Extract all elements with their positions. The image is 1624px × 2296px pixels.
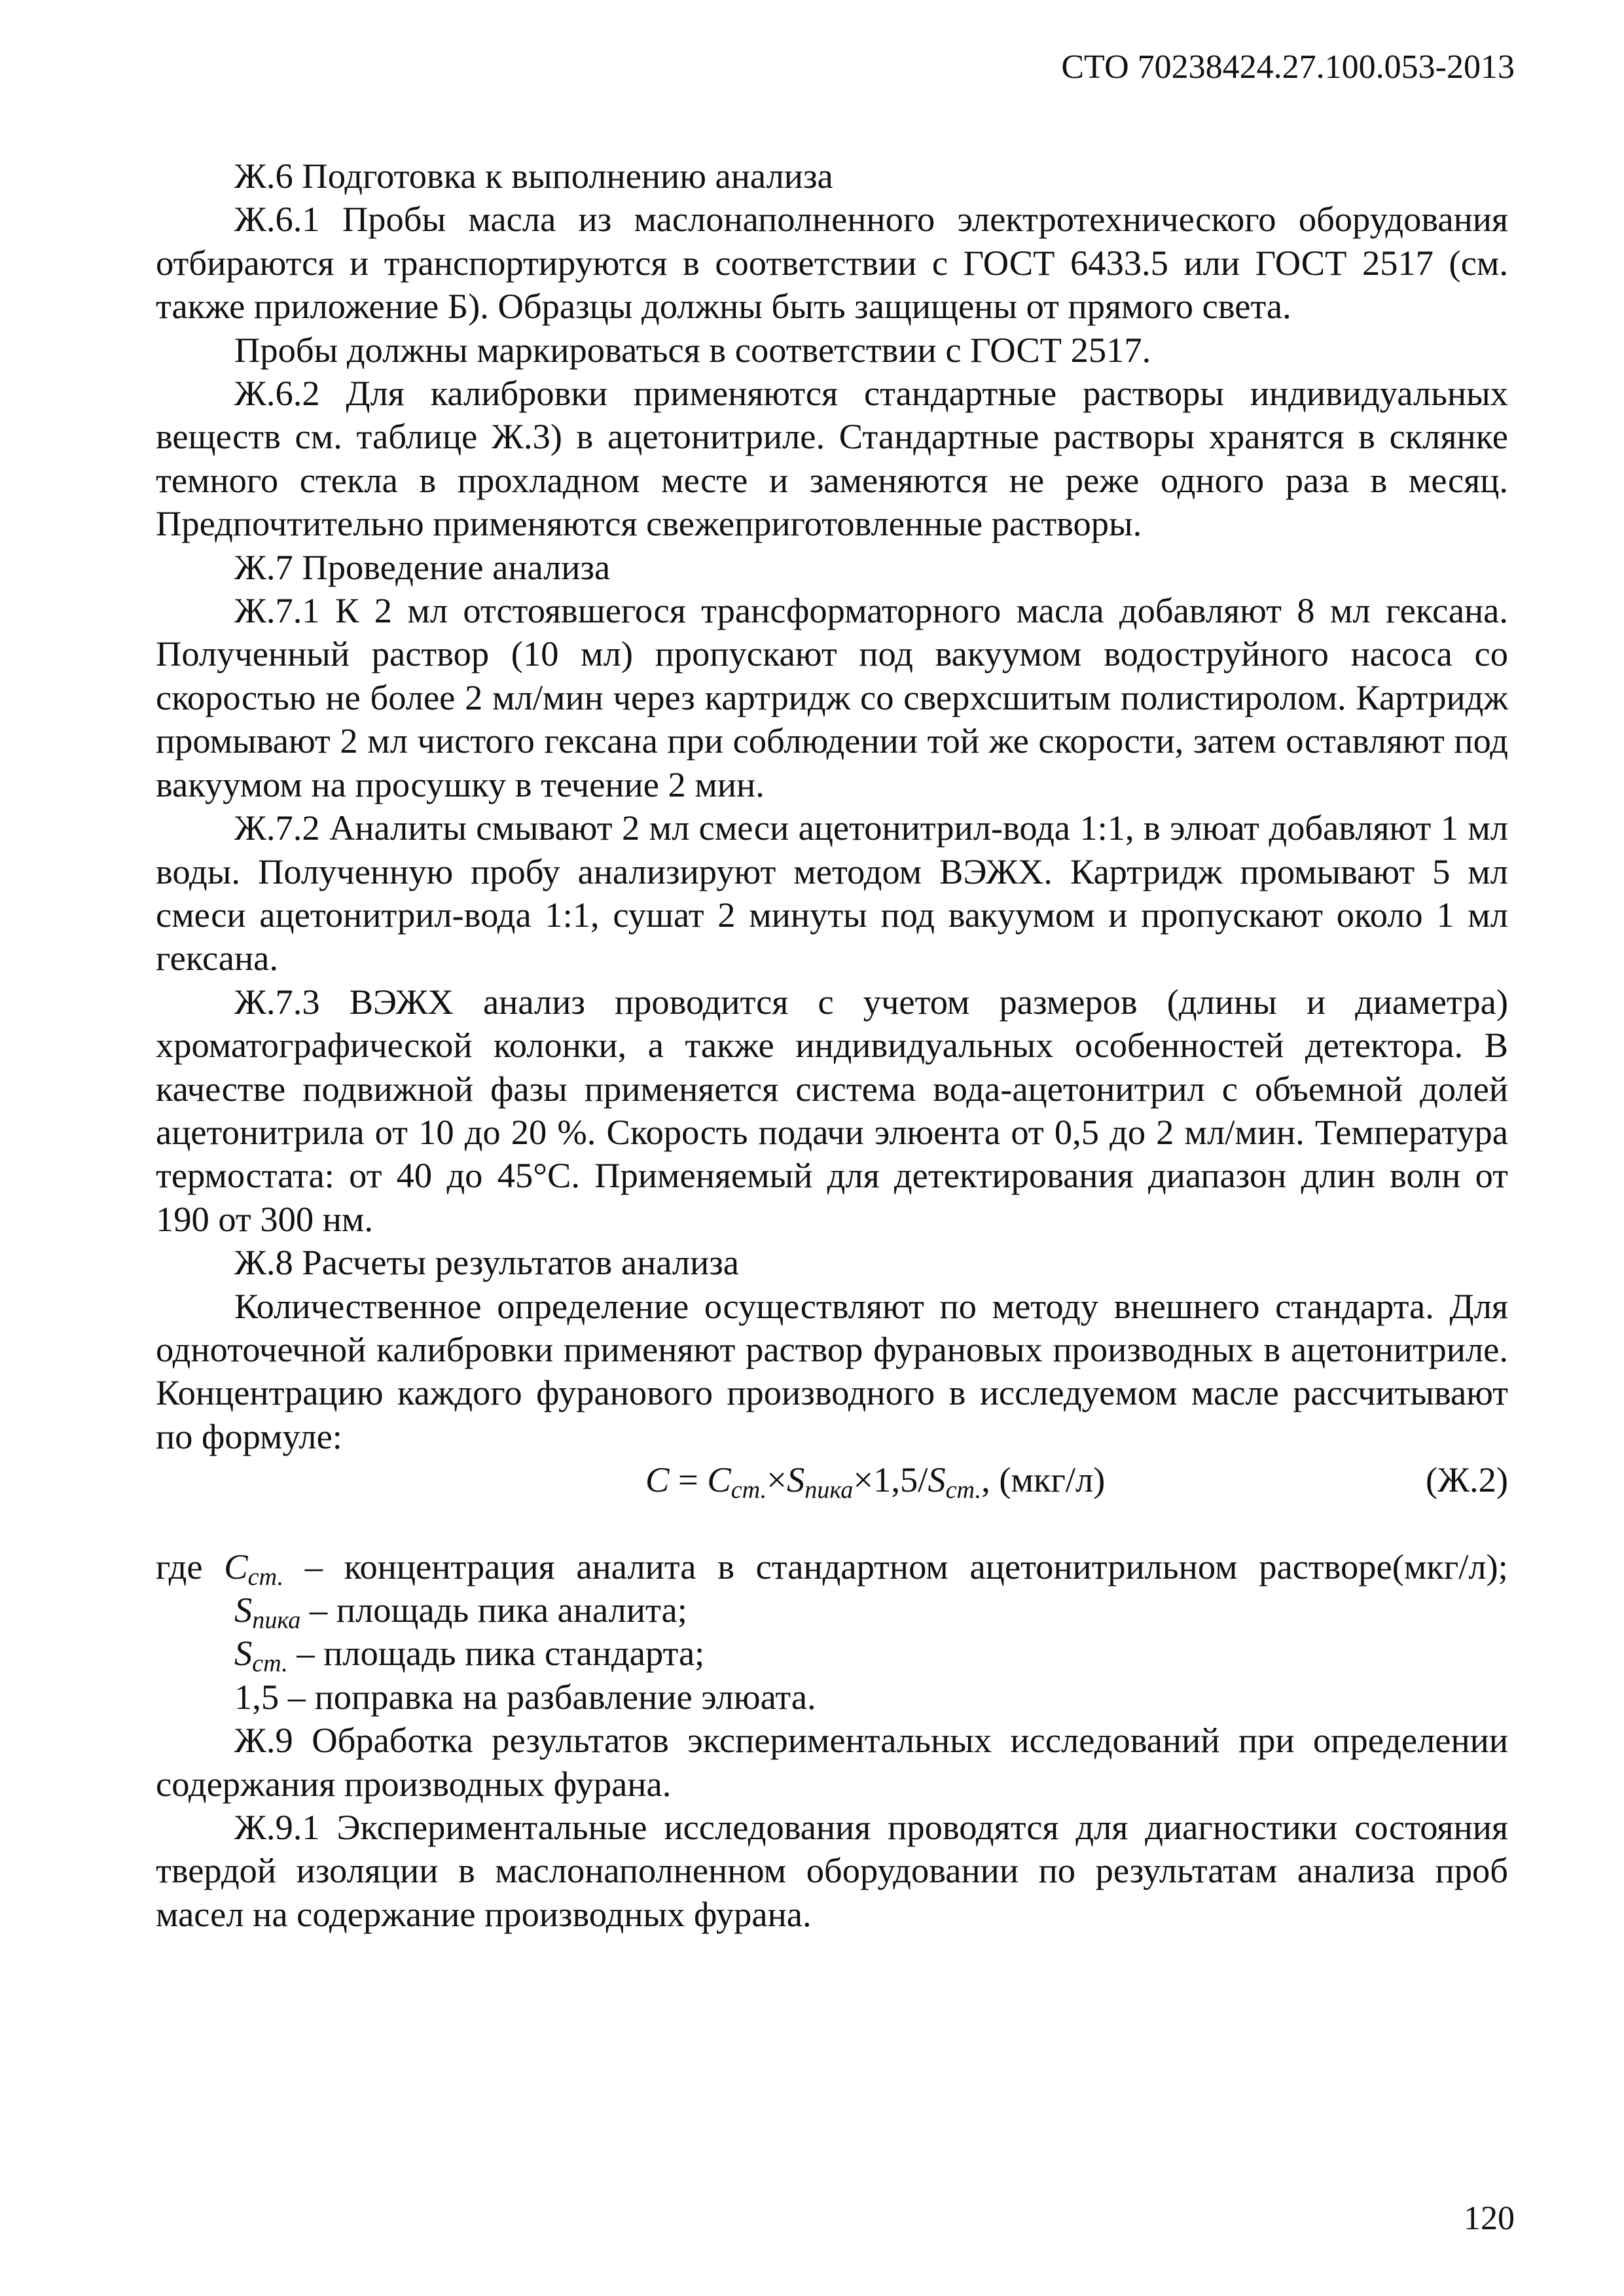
formula-equals: = [669, 1460, 708, 1500]
paragraph-zh6-1-marking: Пробы должны маркироваться в соответствии с ГОСТ 2517. [234, 329, 1151, 370]
formula-subscript-peak: пика [804, 1476, 854, 1504]
formula-subscript-st: ст. [731, 1476, 767, 1504]
section-title-zh7: Ж.7 Проведение анализа [234, 547, 611, 587]
where-s-peak-description: – площадь пика аналита; [300, 1589, 687, 1630]
paragraph-zh9-1: Ж.9.1 Экспериментальные исследования проводятся для диагностики состояния твердой изоляции в маслонаполненном оборудовании по результатам анализа проб масел на содержание производных фурана. [156, 1807, 1508, 1934]
where-factor-definition: 1,5 – поправка на разбавление элюата. [234, 1676, 816, 1717]
where-subscript-st: ст. [252, 1649, 288, 1677]
document-body [156, 154, 1508, 1936]
section-title-zh9: Ж.9 Обработка результатов экспериментальных исследований при определении содержания производных фурана. [156, 1720, 1508, 1804]
paragraph-zh7-2: Ж.7.2 Аналиты смывают 2 мл смеси ацетонитрил-вода 1:1, в элюат добавляют 1 мл воды. Полученную пробу анализируют методом ВЭЖХ. Картридж промывают 5 мл смеси ацетонитрил-вода 1:1, сушат 2 минуты под вакуумом и пропускают около 1 мл гексана. [156, 808, 1508, 978]
formula-zh2 [156, 1458, 1508, 1504]
where-c-definition [156, 1545, 1508, 1591]
formula-times: × [853, 1460, 874, 1500]
where-symbol-s-st: S [234, 1633, 253, 1674]
formula-symbol-s-st: S [928, 1460, 946, 1500]
section-title-zh6: Ж.6 Подготовка к выполнению анализа [234, 156, 833, 196]
formula-subscript-st: ст. [945, 1476, 982, 1504]
where-s-peak-definition [156, 1588, 1508, 1632]
formula-number: (Ж.2) [1425, 1460, 1508, 1500]
paragraph-zh8-body: Количественное определение осуществляют по методу внешнего стандарта. Для одноточечной калибровки применяют раствор фурановых производных в ацетонитриле. Концентрацию каждого фуранового производного в исследуемом масле рассчитывают по формуле: [156, 1285, 1508, 1456]
formula-symbol-c: C [645, 1460, 670, 1500]
paragraph-zh7-1: Ж.7.1 К 2 мл отстоявшегося трансформаторного масла добавляют 8 мл гексана. Полученный раствор (10 мл) пропускают под вакуумом водоструйного насоса со скоростью не более 2 мл/мин через картридж со сверхсшитым полистиролом. Картридж промывают 2 мл чистого гексана при соблюдении той же скорости, затем оставляют под вакуумом на просушку в течение 2 мин. [156, 590, 1508, 804]
formula-times: × [767, 1460, 787, 1500]
section-title-zh8: Ж.8 Расчеты результатов анализа [234, 1242, 739, 1283]
paragraph-zh6-2: Ж.6.2 Для калибровки применяются стандартные растворы индивидуальных веществ см. таблице Ж.3) в ацетонитриле. Стандартные растворы хранятся в склянке темного стекла в прохладном месте и заменяются не реже одного раза в месяц. Предпочтительно применяются свежеприготовленные растворы. [156, 373, 1508, 544]
formula-unit: , (мкг/л) [981, 1460, 1106, 1500]
paragraph-zh7-3: Ж.7.3 ВЭЖХ анализ проводится с учетом размеров (длины и диаметра) хроматографической колонки, а также индивидуальных особенностей детектора. В качестве подвижной фазы применяется система вода-ацетонитрил с объемной долей ацетонитрила от 10 до 20 %. Скорость подачи элюента от 0,5 до 2 мл/мин. Температура термостата: от 40 до 45°С. Применяемый для детектирования диапазон длин волн от 190 от 300 нм. [156, 981, 1508, 1239]
where-subscript-st: ст. [247, 1563, 284, 1591]
where-c-description: – концентрация аналита в стандартном ацетонитрильном растворе(мкг/л); [283, 1546, 1508, 1587]
formula-expression [645, 1458, 1106, 1504]
where-symbol-c: C [224, 1546, 248, 1587]
formula-symbol-c-st: C [707, 1460, 731, 1500]
paragraph-zh6-1: Ж.6.1 Пробы масла из маслонаполненного электротехнического оборудования отбираются и транспортируются в соответствии с ГОСТ 6433.5 или ГОСТ 2517 (см. также приложение Б). Образцы должны быть защищены от прямого света. [156, 199, 1508, 327]
page-number: 120 [1464, 2200, 1515, 2237]
formula-factor: 1,5/ [873, 1460, 928, 1500]
formula-symbol-s-peak: S [786, 1460, 805, 1500]
where-symbol-s-peak: S [234, 1589, 253, 1630]
where-subscript-peak: пика [252, 1606, 301, 1634]
document-code-header: СТО 70238424.27.100.053-2013 [1061, 48, 1515, 86]
where-s-st-definition [156, 1632, 1508, 1675]
where-lead: где [156, 1546, 225, 1587]
where-s-st-description: – площадь пика стандарта; [287, 1633, 705, 1674]
